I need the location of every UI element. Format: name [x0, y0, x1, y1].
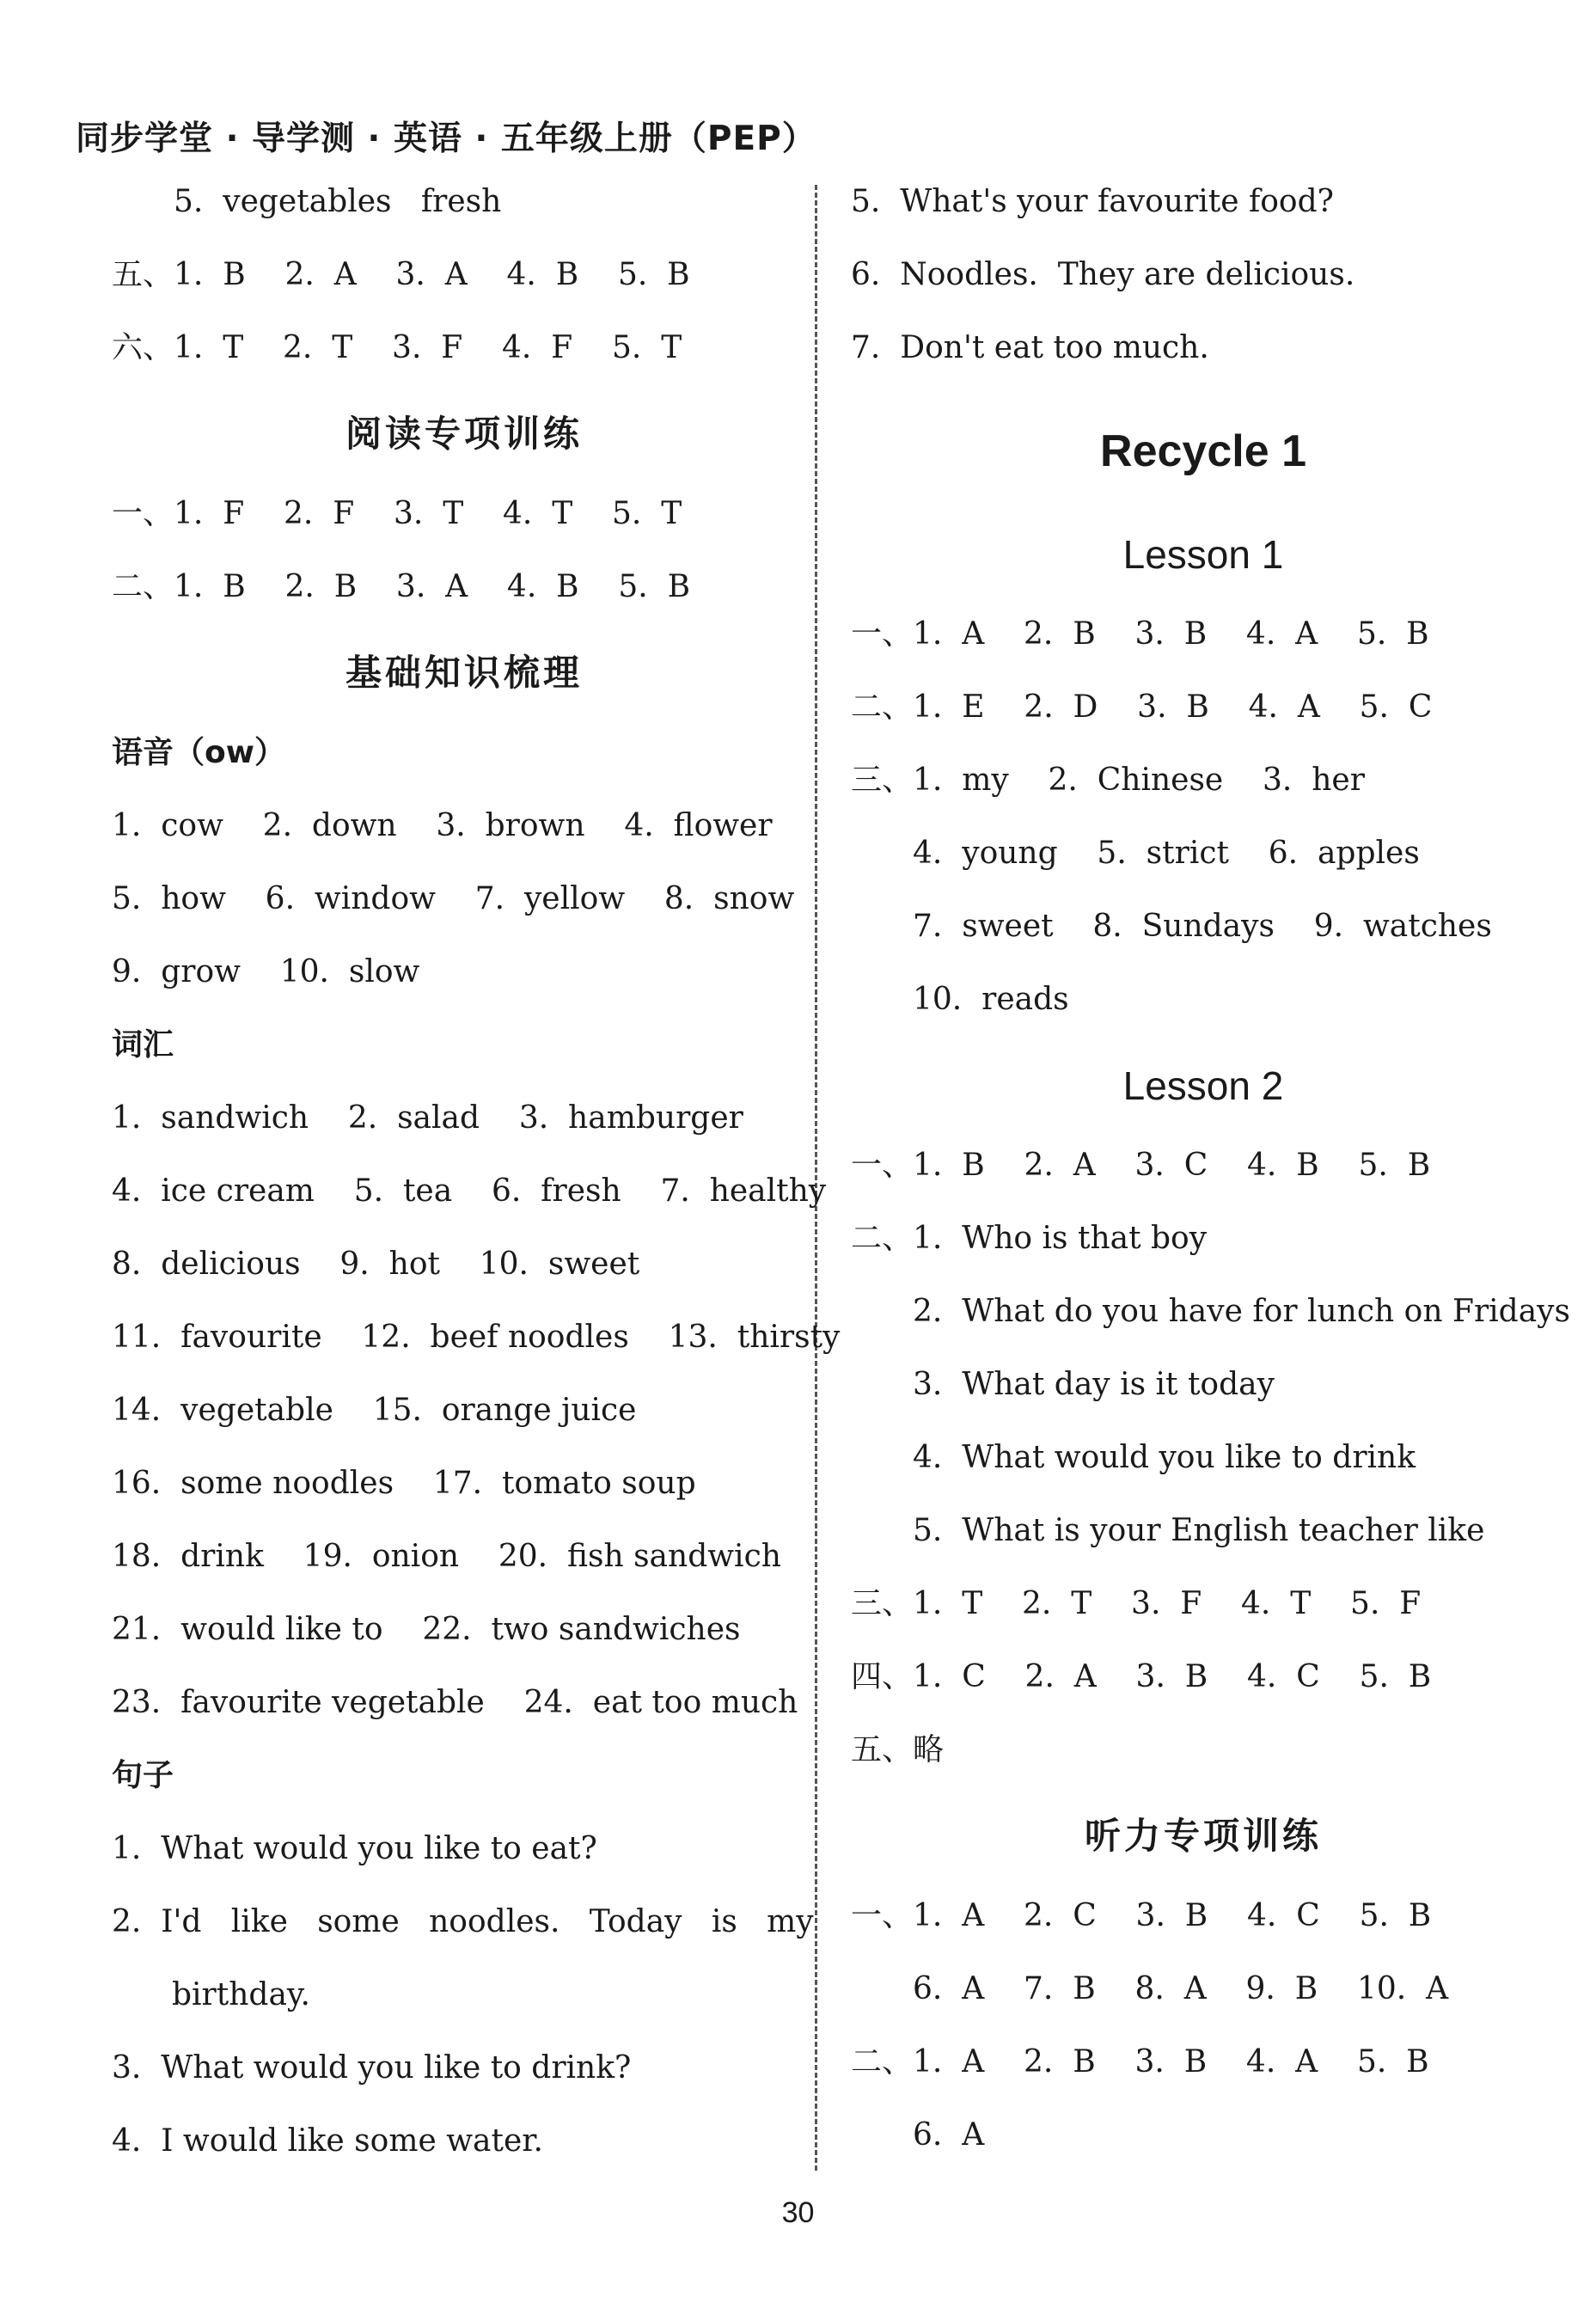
page-number: 30	[781, 2196, 815, 2229]
answer-line: 一、1. A 2. C 3. B 4. C 5. B	[851, 1898, 1432, 1933]
answer-line: 三、1. T 2. T 3. F 4. T 5. F	[851, 1586, 1422, 1621]
answer-line: 5. how 6. window 7. yellow 8. snow	[112, 881, 795, 916]
subheading-vocabulary: 词汇	[112, 1027, 174, 1063]
section-heading-basics: 基础知识梳理	[345, 652, 583, 694]
answer-line: 7. Don't eat too much.	[851, 330, 1209, 365]
answer-line: 5. vegetables fresh	[174, 184, 502, 219]
unit-heading-recycle: Recycle 1	[1100, 426, 1306, 476]
answer-line: 五、略	[851, 1732, 945, 1767]
answer-line: 9. grow 10. slow	[112, 954, 420, 989]
answer-line: 10. reads	[913, 982, 1069, 1017]
answer-line: 一、1. B 2. A 3. C 4. B 5. B	[851, 1148, 1431, 1183]
answer-line: 16. some noodles 17. tomato soup	[112, 1466, 696, 1501]
answer-line: 5. What is your English teacher like	[913, 1513, 1485, 1548]
answer-line: 2. I'd like some noodles. Today is my	[112, 1904, 814, 1939]
answer-line: 11. favourite 12. beef noodles 13. thirsty	[112, 1320, 841, 1355]
answer-line: 六、1. T 2. T 3. F 4. F 5. T	[112, 330, 682, 365]
answer-line: 4. ice cream 5. tea 6. fresh 7. healthy	[112, 1173, 827, 1209]
answer-line: birthday.	[172, 1977, 310, 2012]
answer-line: 7. sweet 8. Sundays 9. watches	[913, 909, 1492, 944]
answer-line: 21. would like to 22. two sandwiches	[112, 1612, 741, 1647]
book-header: 同步学堂 · 导学测 · 英语 · 五年级上册（PEP）	[76, 119, 816, 158]
subheading-sentences: 句子	[112, 1758, 174, 1793]
section-heading-reading: 阅读专项训练	[345, 413, 583, 455]
answer-line: 一、1. F 2. F 3. T 4. T 5. T	[112, 496, 682, 531]
answer-line: 二、1. Who is that boy	[851, 1221, 1208, 1256]
answer-line: 1. cow 2. down 3. brown 4. flower	[112, 808, 773, 843]
answer-line: 二、1. A 2. B 3. B 4. A 5. B	[851, 2044, 1429, 2080]
answer-line: 8. delicious 9. hot 10. sweet	[112, 1247, 640, 1282]
answer-line: 4. young 5. strict 6. apples	[913, 836, 1420, 871]
lesson-heading-1: Lesson 1	[1122, 532, 1284, 577]
answer-line: 2. What do you have for lunch on Fridays	[913, 1294, 1570, 1329]
answer-line: 6. A 7. B 8. A 9. B 10. A	[913, 1971, 1449, 2006]
answer-line: 5. What's your favourite food?	[851, 184, 1334, 219]
answer-line: 1. What would you like to eat?	[112, 1831, 597, 1866]
answer-line: 6. Noodles. They are delicious.	[851, 257, 1355, 292]
answer-line: 4. I would like some water.	[112, 2123, 543, 2159]
answer-line: 二、1. E 2. D 3. B 4. A 5. C	[851, 689, 1433, 725]
left-column	[112, 176, 841, 2189]
answer-line: 4. What would you like to drink	[913, 1440, 1416, 1475]
answer-line: 三、1. my 2. Chinese 3. her	[851, 763, 1365, 798]
answer-line: 二、1. B 2. B 3. A 4. B 5. B	[112, 569, 691, 604]
section-heading-listening: 听力专项训练	[1084, 1815, 1322, 1857]
answer-line: 3. What day is it today	[913, 1367, 1275, 1402]
answer-line: 14. vegetable 15. orange juice	[112, 1393, 637, 1428]
answer-line: 五、1. B 2. A 3. A 4. B 5. B	[112, 257, 690, 292]
answer-line: 四、1. C 2. A 3. B 4. C 5. B	[851, 1659, 1432, 1694]
right-column	[851, 176, 1570, 2183]
answer-line: 6. A	[913, 2117, 985, 2153]
lesson-heading-2: Lesson 2	[1122, 1063, 1284, 1108]
answer-line: 一、1. A 2. B 3. B 4. A 5. B	[851, 616, 1429, 652]
answer-line: 23. favourite vegetable 24. eat too much	[112, 1685, 798, 1720]
subheading-phonics: 语音（ow）	[112, 735, 285, 770]
answer-line: 3. What would you like to drink?	[112, 2050, 632, 2086]
answer-line: 18. drink 19. onion 20. fish sandwich	[112, 1539, 781, 1574]
answer-line: 1. sandwich 2. salad 3. hamburger	[112, 1100, 743, 1136]
